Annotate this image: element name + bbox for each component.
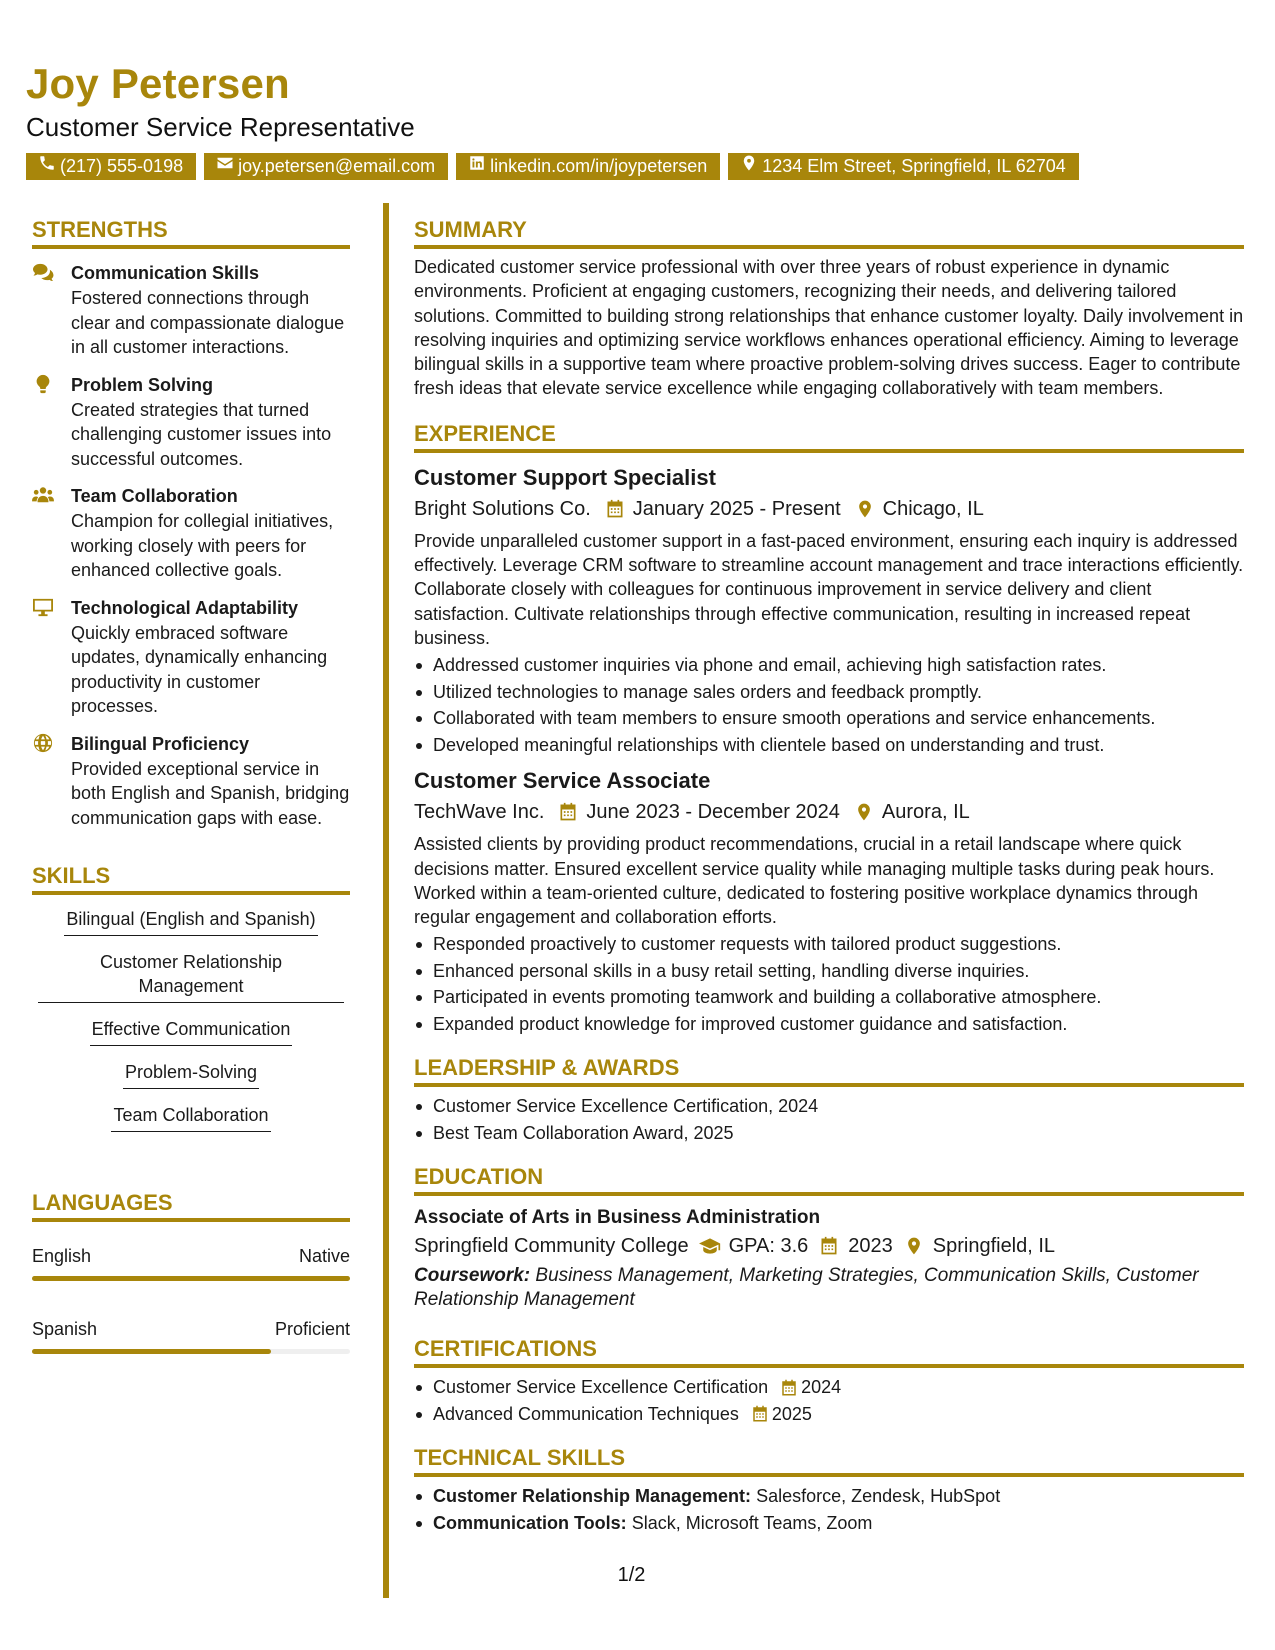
list-item: Collaborated with team members to ensure smooth operations and service enhancements. <box>414 705 1244 732</box>
certifications-heading: CERTIFICATIONS <box>414 1322 1244 1368</box>
contact-bar <box>26 153 1079 180</box>
job-dates: January 2025 - Present <box>632 497 841 520</box>
skill-tag-text: Customer Relationship Management <box>99 952 283 996</box>
candidate-title: Customer Service Representative <box>26 112 415 142</box>
job-company: TechWave Inc. <box>414 801 545 824</box>
strength-name: Communication Skills <box>71 263 260 283</box>
map-pin-icon <box>854 802 874 822</box>
skill-tag <box>38 950 344 1003</box>
strength-description: Fostered connections through clear and compassionate dialogue in all customer interactions. <box>71 288 345 357</box>
summary-heading: SUMMARY <box>414 203 1244 249</box>
experience-heading: EXPERIENCE <box>414 407 1244 453</box>
awards-list <box>414 1093 1244 1146</box>
strength-name: Problem Solving <box>71 374 214 395</box>
education-location: Springfield, IL <box>932 1235 1056 1258</box>
map-pin-icon <box>855 499 875 519</box>
job-description: Assisted clients by providing product recommendations, crucial in a retail landscape where quick decisions matter. Ensured excellent service quality while managing multiple tasks during peak hours. Worked within a team-oriented culture, dedicated to fostering positive workplace dynamics through regular engagement and collaboration efforts. <box>414 834 1215 928</box>
job-dates: June 2023 - December 2024 <box>586 801 840 824</box>
summary-text: Dedicated customer service professional with over three years of robust experience in dynamic environments. Proficient at engaging customers, recognizing their needs, and delivering tailored solutions. Committed to building strong relationships that enhance customer loyalty. Daily involvement in resolving inquiries and optimizing service workflows enhances operational efficiency. Aiming to leverage bilingual skills in a supportive team where proactive problem-solving drives success. Eager to contribute fresh ideas that elevate service excellence while engaging collaboratively with team members. <box>414 257 1244 399</box>
email-text: joy.petersen@email.com <box>238 156 436 176</box>
phone-chip[interactable] <box>26 153 196 180</box>
page-number <box>0 1564 1275 1587</box>
graduation-cap-icon <box>699 1236 721 1256</box>
awards-heading: LEADERSHIP & AWARDS <box>414 1041 1244 1087</box>
job-location: Aurora, IL <box>881 801 970 824</box>
language-item <box>32 1317 350 1354</box>
language-item <box>32 1244 350 1281</box>
skills-list <box>32 907 350 1146</box>
language-proficiency-bar <box>32 1276 350 1281</box>
job-description: Provide unparalleled customer support in a fast-paced environment, ensuring each inquiry is addressed effectively. Leverage CRM software to streamline account management and trace interactions efficiently. Collaborate closely with colleagues for continuous improvement in service delivery and client satisfaction. Cultivate relationships through effective communication, resulting in increased repeat business. <box>414 530 1244 648</box>
page-number-text: 1/2 <box>617 1564 646 1586</box>
list-item <box>414 1510 1244 1537</box>
language-name: Spanish <box>32 1319 98 1339</box>
desktop-icon <box>32 597 54 617</box>
list-item: Participated in events promoting teamwork and building a collaborative atmosphere. <box>414 984 1244 1011</box>
address-chip <box>728 153 1079 180</box>
left-column <box>32 203 350 1354</box>
skill-tag: Team Collaboration <box>111 1103 270 1132</box>
list-item: Developed meaningful relationships with clientele based on understanding and trust. <box>414 732 1244 759</box>
coursework-text: Business Management, Marketing Strategies, Communication Skills, Customer Relationship Management <box>414 1265 1199 1311</box>
strength-item <box>32 732 350 831</box>
language-name: English <box>32 1246 92 1266</box>
list-item: Responded proactively to customer requests with tailored product suggestions. <box>414 931 1244 958</box>
column-divider <box>383 203 389 1598</box>
skill-tag: Effective Communication <box>90 1017 293 1046</box>
map-pin-icon <box>740 153 758 180</box>
map-pin-icon <box>903 1236 925 1256</box>
linkedin-text: linkedin.com/in/joypetersen <box>490 156 708 176</box>
email-chip[interactable] <box>204 153 448 180</box>
strengths-list <box>32 261 350 830</box>
phone-text: (217) 555-0198 <box>60 156 184 176</box>
calendar-icon <box>818 1236 840 1256</box>
job-entry <box>414 766 1244 1037</box>
list-item: Utilized technologies to manage sales orders and feedback promptly. <box>414 679 1244 706</box>
certifications-list <box>414 1374 1244 1427</box>
strength-description: Quickly embraced software updates, dynamically enhancing productivity in customer processes. <box>71 622 328 716</box>
list-item <box>414 1401 1244 1428</box>
list-item: Customer Service Excellence Certification, 2024 <box>414 1093 1244 1120</box>
education-heading: EDUCATION <box>414 1150 1244 1196</box>
strength-item <box>32 484 350 583</box>
certification-year: 2024 <box>801 1377 842 1398</box>
globe-icon <box>32 733 54 753</box>
list-item: Expanded product knowledge for improved customer guidance and satisfaction. <box>414 1011 1244 1038</box>
skill-tag: Bilingual (English and Spanish) <box>64 907 317 936</box>
education-gpa: GPA: 3.6 <box>728 1235 809 1258</box>
strength-item <box>32 373 350 472</box>
tech-skill-label: Communication Tools: <box>433 1512 627 1533</box>
languages-heading: LANGUAGES <box>32 1176 350 1222</box>
language-level: Native <box>298 1246 350 1266</box>
list-item: Addressed customer inquiries via phone and email, achieving high satisfaction rates. <box>414 652 1244 679</box>
right-column <box>414 203 1244 1536</box>
list-item <box>414 1374 1244 1401</box>
linkedin-icon <box>468 153 486 180</box>
calendar-icon <box>780 1379 798 1397</box>
certification-name: Customer Service Excellence Certification <box>433 1377 769 1398</box>
job-location: Chicago, IL <box>882 497 984 520</box>
calendar-icon <box>558 802 578 822</box>
strengths-heading: STRENGTHS <box>32 203 350 249</box>
education-year: 2023 <box>848 1235 893 1258</box>
strength-description: Provided exceptional service in both English and Spanish, bridging communication gaps with ease. <box>71 758 350 828</box>
education-degree: Associate of Arts in Business Administration <box>414 1207 821 1229</box>
users-icon <box>32 485 54 505</box>
list-item <box>414 1483 1244 1510</box>
language-proficiency-bar <box>32 1349 350 1354</box>
language-proficiency-fill <box>32 1349 271 1354</box>
phone-icon <box>38 153 56 180</box>
certification-year: 2025 <box>771 1403 812 1424</box>
job-company: Bright Solutions Co. <box>414 497 591 520</box>
strength-name: Bilingual Proficiency <box>71 733 250 754</box>
strength-item <box>32 596 350 719</box>
strength-name: Team Collaboration <box>71 486 238 506</box>
language-proficiency-fill <box>32 1276 350 1281</box>
job-bullets <box>414 652 1244 758</box>
job-entry <box>414 463 1244 758</box>
lightbulb-icon <box>32 374 54 394</box>
job-role: Customer Support Specialist <box>414 464 716 490</box>
language-level: Proficient <box>274 1319 350 1339</box>
address-text: 1234 Elm Street, Springfield, IL 62704 <box>762 156 1066 176</box>
candidate-name: Joy Petersen <box>26 60 290 107</box>
envelope-icon <box>216 153 234 180</box>
list-item: Enhanced personal skills in a busy retail setting, handling diverse inquiries. <box>414 958 1244 985</box>
skills-heading: SKILLS <box>32 849 350 895</box>
job-bullets <box>414 931 1244 1037</box>
linkedin-chip[interactable] <box>456 153 720 180</box>
certification-name: Advanced Communication Techniques <box>433 1403 739 1424</box>
skill-tag: Problem-Solving <box>123 1060 259 1089</box>
calendar-icon <box>605 499 625 519</box>
job-role: Customer Service Associate <box>414 768 711 794</box>
education-school: Springfield Community College <box>414 1235 689 1258</box>
strength-description: Created strategies that turned challenging customer issues into successful outcomes. <box>71 399 332 469</box>
strength-description: Champion for collegial initiatives, working closely with peers for enhanced collective goals. <box>71 511 334 580</box>
technical-skills-heading: TECHNICAL SKILLS <box>414 1431 1244 1477</box>
comments-icon <box>32 262 54 282</box>
tech-skill-value: Slack, Microsoft Teams, Zoom <box>631 1512 873 1533</box>
list-item: Best Team Collaboration Award, 2025 <box>414 1120 1244 1147</box>
strength-item <box>32 261 350 360</box>
calendar-icon <box>751 1405 769 1423</box>
tech-skill-label: Customer Relationship Management: <box>433 1486 752 1507</box>
strength-name: Technological Adaptability <box>71 597 299 618</box>
technical-skills-list <box>414 1483 1244 1536</box>
education-coursework <box>414 1264 1244 1312</box>
tech-skill-value: Salesforce, Zendesk, HubSpot <box>756 1486 1001 1507</box>
coursework-label: Coursework: <box>414 1265 531 1287</box>
